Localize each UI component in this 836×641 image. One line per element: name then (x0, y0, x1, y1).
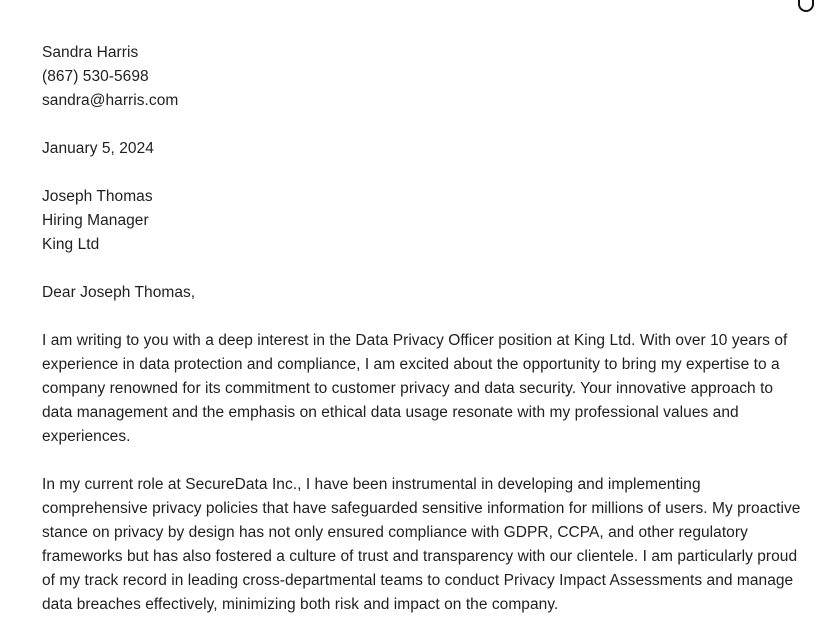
recipient-block (42, 185, 802, 257)
cover-letter (42, 41, 802, 641)
scroll-indicator-icon (798, 0, 814, 12)
salutation: Dear Joseph Thomas, (42, 284, 196, 301)
sender-email: sandra@harris.com (42, 92, 179, 109)
sender-phone: (867) 530-5698 (42, 68, 149, 85)
letter-date: January 5, 2024 (42, 140, 154, 157)
date-block (42, 137, 802, 161)
sender-name: Sandra Harris (42, 44, 139, 61)
body-paragraph: I am writing to you with a deep interest in the Data Privacy Officer position at King Ltd. With over 10 years of experience in data protection and compliance, I am excited about the opportunity to bring my expertise to a company renowned for its commitment to customer privacy and data security. Your innovative approach to data management and the emphasis on ethical data usage resonate with my professional values and experiences. (42, 332, 788, 445)
body-paragraph: In my current role at SecureData Inc., I have been instrumental in developing and implementing comprehensive privacy policies that have safeguarded sensitive information for millions of users. My proactive stance on privacy by design has not only ensured compliance with GDPR, CCPA, and other regulatory frameworks but has also fostered a culture of trust and transparency with our clientele. I am particularly proud of my track record in leading cross-departmental teams to conduct Privacy Impact Assessments and manage data breaches effectively, minimizing both risk and impact on the company. (42, 476, 801, 613)
recipient-company: King Ltd (42, 236, 100, 253)
salutation-block (42, 281, 802, 305)
recipient-title: Hiring Manager (42, 212, 149, 229)
sender-block (42, 41, 802, 113)
recipient-name: Joseph Thomas (42, 188, 153, 205)
